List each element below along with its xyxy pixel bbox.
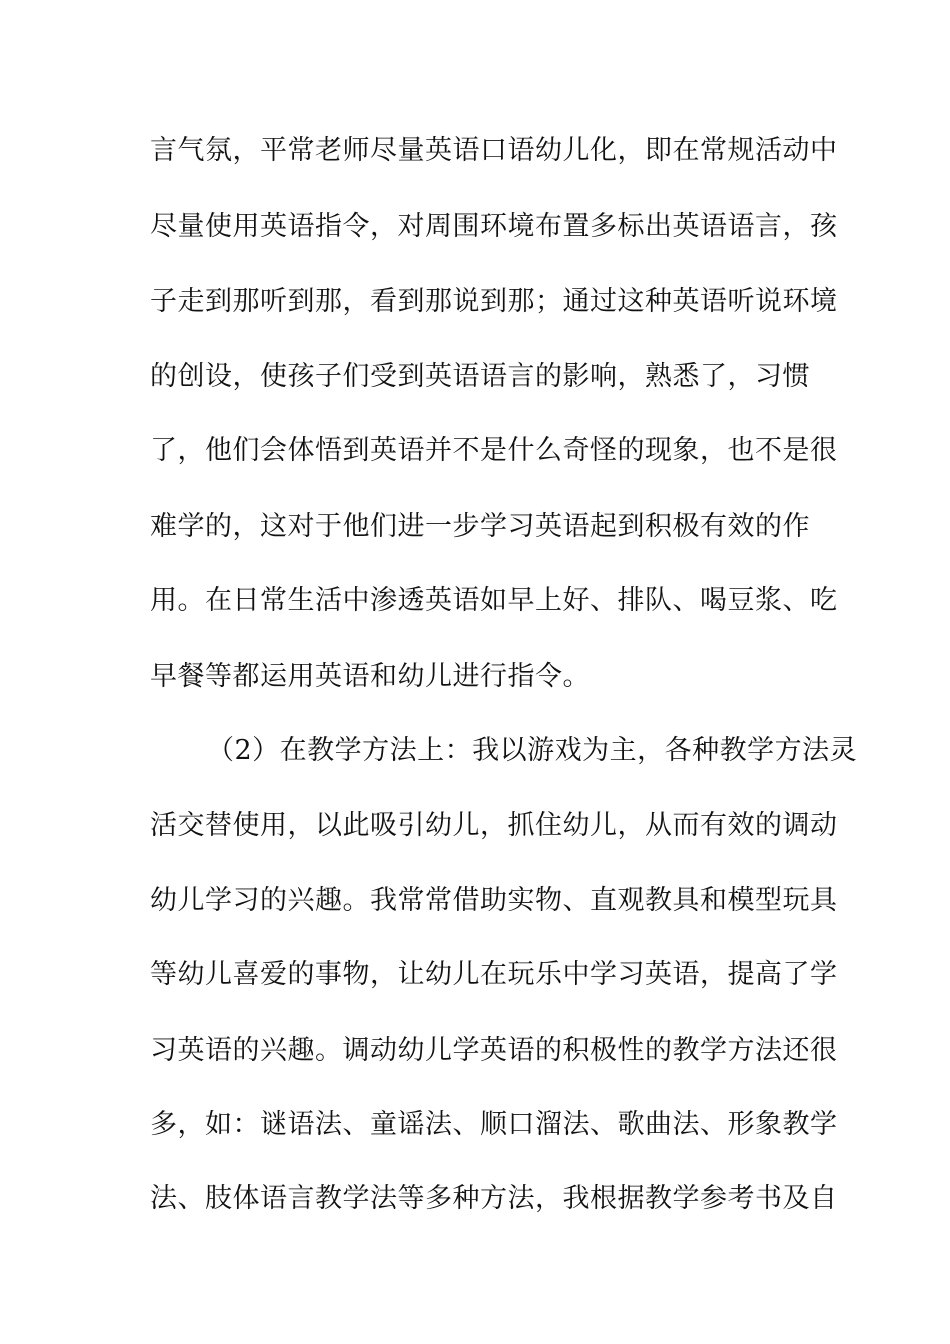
text-line: 幼儿学习的兴趣。我常常借助实物、直观教具和模型玩具 [150,885,838,916]
text-line: 等幼儿喜爱的事物，让幼儿在玩乐中学习英语，提高了学 [150,959,838,990]
text-line: 言气氛，平常老师尽量英语口语幼儿化，即在常规活动中 [150,135,838,166]
text-line: 早餐等都运用英语和幼儿进行指令。 [150,661,590,692]
text-line: 用。在日常生活中渗透英语如早上好、排队、喝豆浆、吃 [150,585,838,616]
text-line: 了，他们会体悟到英语并不是什么奇怪的现象，也不是很 [150,435,838,466]
text-line: 活交替使用，以此吸引幼儿，抓住幼儿，从而有效的调动 [150,810,838,841]
text-line: 难学的，这对于他们进一步学习英语起到积极有效的作 [150,511,810,542]
text-line: 习英语的兴趣。调动幼儿学英语的积极性的教学方法还很 [150,1035,838,1066]
text-line: 尽量使用英语指令，对周围环境布置多标出英语语言，孩 [150,211,838,242]
text-line: 法、肢体语言教学法等多种方法，我根据教学参考书及自 [150,1183,838,1214]
text-line: 子走到那听到那，看到那说到那；通过这种英语听说环境 [150,286,838,317]
text-line: 的创设，使孩子们受到英语语言的影响，熟悉了，习惯 [150,361,810,392]
text-line: 多，如：谜语法、童谣法、顺口溜法、歌曲法、形象教学 [150,1109,838,1140]
paragraph-start-line: （2）在教学方法上：我以游戏为主，各种教学方法灵 [207,735,858,766]
